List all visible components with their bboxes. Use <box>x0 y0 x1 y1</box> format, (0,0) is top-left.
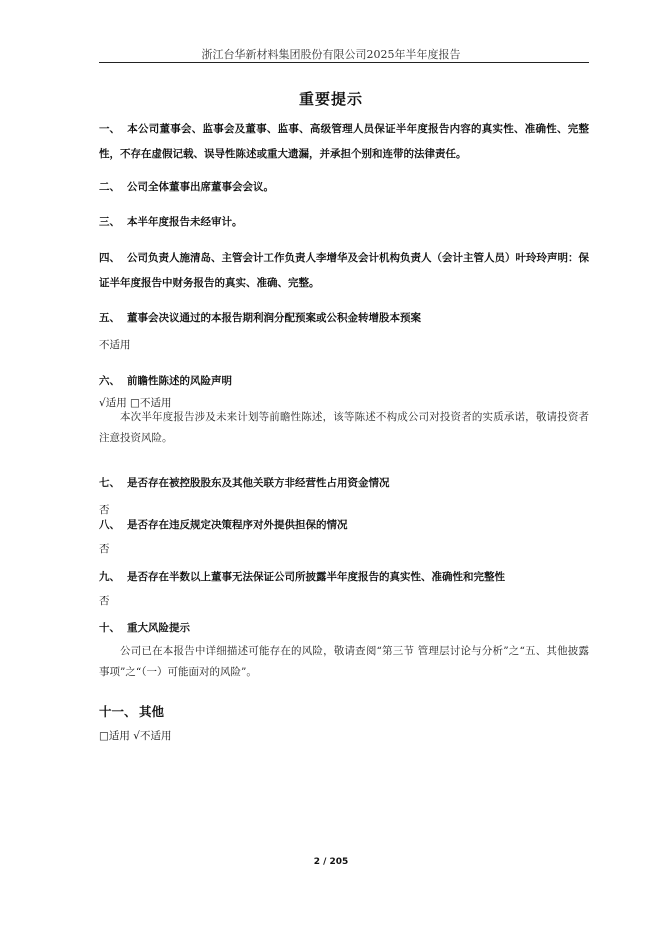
section-11-answer: □适用 √不适用 <box>99 730 172 742</box>
section-text: 重大风险提示 <box>127 622 190 634</box>
section-text: 其他 <box>139 704 165 719</box>
section-text: 公司负责人施清岛、主管会计工作负责人李增华及会计机构负责人（会计主管人员）叶玲玲声明：保证半年度报告中财务报告的真实、准确、完整。 <box>99 252 589 289</box>
section-text: 是否存在违反规定决策程序对外提供担保的情况 <box>127 519 348 531</box>
section-9-answer: 否 <box>99 595 110 607</box>
section-2 <box>99 175 589 200</box>
section-text: 公司全体董事出席董事会会议。 <box>127 181 274 193</box>
section-text: 是否存在半数以上董事无法保证公司所披露半年度报告的真实性、准确性和完整性 <box>127 571 505 583</box>
section-text: 是否存在被控股股东及其他关联方非经营性占用资金情况 <box>127 477 390 489</box>
section-6-answer: √适用 □不适用 <box>99 397 172 409</box>
section-number: 七、 <box>99 477 120 489</box>
section-number: 十、 <box>99 622 120 634</box>
section-number: 二、 <box>99 181 120 193</box>
section-number: 五、 <box>99 312 120 324</box>
section-7 <box>99 471 589 496</box>
section-number: 三、 <box>99 216 120 228</box>
section-number: 四、 <box>99 252 120 264</box>
section-number: 十一、 <box>99 704 137 719</box>
section-10-detail: 公司已在本报告中详细描述可能存在的风险，敬请查阅“第三节 管理层讨论与分析”之“五、其他披露事项”之“（一）可能面对的风险”。 <box>99 645 589 678</box>
section-number: 九、 <box>99 571 120 583</box>
page-title: 重要提示 <box>298 90 363 108</box>
page-header: 浙江台华新材料集团股份有限公司2025年半年度报告 <box>201 48 461 61</box>
section-number: 八、 <box>99 519 120 531</box>
section-text: 本公司董事会、监事会及董事、监事、高级管理人员保证半年度报告内容的真实性、准确性、完整性，不存在虚假记载、误导性陈述或重大遗漏，并承担个别和连带的法律责任。 <box>99 123 589 160</box>
section-text: 董事会决议通过的本报告期利润分配预案或公积金转增股本预案 <box>127 312 421 324</box>
section-7-answer: 否 <box>99 504 110 516</box>
section-text: 前瞻性陈述的风险声明 <box>127 375 232 387</box>
section-8-answer: 否 <box>99 543 110 555</box>
section-number: 六、 <box>99 375 120 387</box>
section-1 <box>99 117 589 167</box>
section-5 <box>99 306 589 331</box>
section-9 <box>99 565 589 590</box>
section-8 <box>99 513 589 538</box>
section-6 <box>99 369 589 394</box>
section-5-answer: 不适用 <box>99 339 131 351</box>
header-rule <box>99 62 589 63</box>
section-number: 一、 <box>99 123 120 135</box>
section-6-detail: 本次半年度报告涉及未来计划等前瞻性陈述，该等陈述不构成公司对投资者的实质承诺，敬请投资者注意投资风险。 <box>99 411 589 444</box>
section-4 <box>99 246 589 296</box>
section-11 <box>99 699 589 724</box>
section-10 <box>99 616 589 641</box>
page-number: 2 / 205 <box>313 857 349 867</box>
section-3 <box>99 210 589 235</box>
section-text: 本半年度报告未经审计。 <box>127 216 243 228</box>
